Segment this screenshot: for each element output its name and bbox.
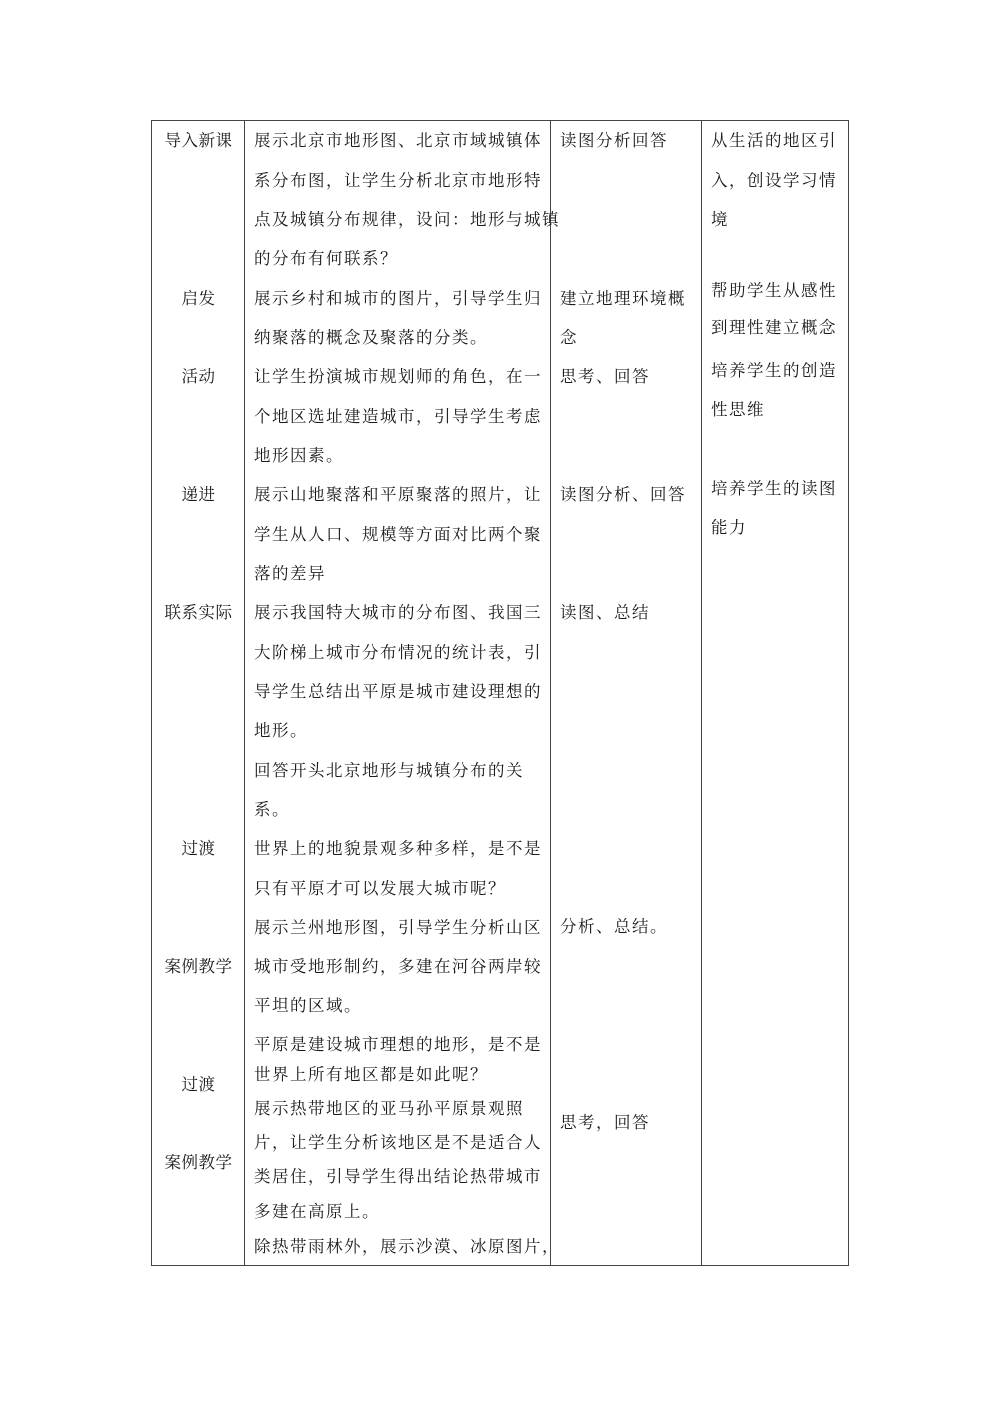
teacher-activity-line: 城市受地形制约，多建在河谷两岸较 bbox=[254, 957, 542, 976]
teacher-activity-line: 大阶梯上城市分布情况的统计表，引 bbox=[254, 643, 542, 662]
teacher-activity-line: 个地区选址建造城市，引导学生考虑 bbox=[254, 407, 542, 426]
stage-label: 案例教学 bbox=[164, 957, 233, 976]
stage-label: 启发 bbox=[181, 289, 216, 308]
stage-label: 递进 bbox=[181, 485, 216, 504]
teacher-activity-line: 地形。 bbox=[254, 721, 308, 740]
student-activity-line: 思考，回答 bbox=[560, 1113, 650, 1132]
column-divider bbox=[701, 121, 702, 1265]
student-activity-line: 建立地理环境概 bbox=[560, 289, 686, 308]
teacher-activity-line: 系分布图，让学生分析北京市地形特 bbox=[254, 171, 542, 190]
teacher-activity-line: 展示我国特大城市的分布图、我国三 bbox=[254, 603, 542, 622]
lesson-plan-table bbox=[151, 120, 849, 1266]
teacher-activity-line: 纳聚落的概念及聚落的分类。 bbox=[254, 328, 488, 347]
teacher-activity-line: 除热带雨林外，展示沙漠、冰原图片， bbox=[254, 1237, 560, 1256]
student-activity-line: 分析、总结。 bbox=[560, 917, 668, 936]
teacher-activity-line: 学生从人口、规模等方面对比两个聚 bbox=[254, 525, 542, 544]
teacher-activity-line: 系。 bbox=[254, 800, 290, 819]
stage-label: 导入新课 bbox=[164, 131, 233, 150]
teacher-activity-line: 世界上所有地区都是如此呢？ bbox=[254, 1065, 488, 1084]
teacher-activity-line: 点及城镇分布规律，设问：地形与城镇 bbox=[254, 210, 560, 229]
teacher-activity-line: 让学生扮演城市规划师的角色，在一 bbox=[254, 367, 542, 386]
design-intent-line: 性思维 bbox=[711, 400, 765, 419]
design-intent-line: 培养学生的创造 bbox=[711, 361, 837, 380]
student-activity-line: 念 bbox=[560, 328, 578, 347]
teacher-activity-line: 类居住，引导学生得出结论热带城市 bbox=[254, 1167, 542, 1186]
teacher-activity-line: 回答开头北京地形与城镇分布的关 bbox=[254, 761, 524, 780]
teacher-activity-line: 平坦的区域。 bbox=[254, 996, 362, 1015]
teacher-activity-line: 多建在高原上。 bbox=[254, 1202, 380, 1221]
teacher-activity-line: 展示乡村和城市的图片，引导学生归 bbox=[254, 289, 542, 308]
stage-label: 过渡 bbox=[181, 1075, 216, 1094]
teacher-activity-line: 导学生总结出平原是城市建设理想的 bbox=[254, 682, 542, 701]
teacher-activity-line: 片，让学生分析该地区是不是适合人 bbox=[254, 1133, 542, 1152]
stage-label: 过渡 bbox=[181, 839, 216, 858]
design-intent-line: 到理性建立概念 bbox=[711, 318, 837, 337]
teacher-activity-line: 世界上的地貌景观多种多样，是不是 bbox=[254, 839, 542, 858]
teacher-activity-line: 展示热带地区的亚马孙平原景观照 bbox=[254, 1099, 524, 1118]
column-divider bbox=[550, 121, 551, 1265]
stage-label: 案例教学 bbox=[164, 1153, 233, 1172]
teacher-activity-line: 落的差异 bbox=[254, 564, 326, 583]
design-intent-line: 入，创设学习情 bbox=[711, 171, 837, 190]
stage-label: 联系实际 bbox=[164, 603, 233, 622]
teacher-activity-line: 的分布有何联系？ bbox=[254, 249, 398, 268]
teacher-activity-line: 地形因素。 bbox=[254, 446, 344, 465]
design-intent-line: 从生活的地区引 bbox=[711, 131, 837, 150]
student-activity-line: 思考、回答 bbox=[560, 367, 650, 386]
student-activity-line: 读图分析、回答 bbox=[560, 485, 686, 504]
design-intent-line: 帮助学生从感性 bbox=[711, 281, 837, 300]
stage-label: 活动 bbox=[181, 367, 216, 386]
teacher-activity-line: 展示山地聚落和平原聚落的照片，让 bbox=[254, 485, 542, 504]
student-activity-line: 读图、总结 bbox=[560, 603, 650, 622]
teacher-activity-line: 只有平原才可以发展大城市呢？ bbox=[254, 879, 506, 898]
design-intent-line: 能力 bbox=[711, 518, 747, 537]
teacher-activity-line: 展示兰州地形图，引导学生分析山区 bbox=[254, 918, 542, 937]
design-intent-line: 培养学生的读图 bbox=[711, 479, 837, 498]
teacher-activity-line: 展示北京市地形图、北京市域城镇体 bbox=[254, 131, 542, 150]
student-activity-line: 读图分析回答 bbox=[560, 131, 668, 150]
teacher-activity-line: 平原是建设城市理想的地形，是不是 bbox=[254, 1035, 542, 1054]
design-intent-line: 境 bbox=[711, 210, 729, 229]
